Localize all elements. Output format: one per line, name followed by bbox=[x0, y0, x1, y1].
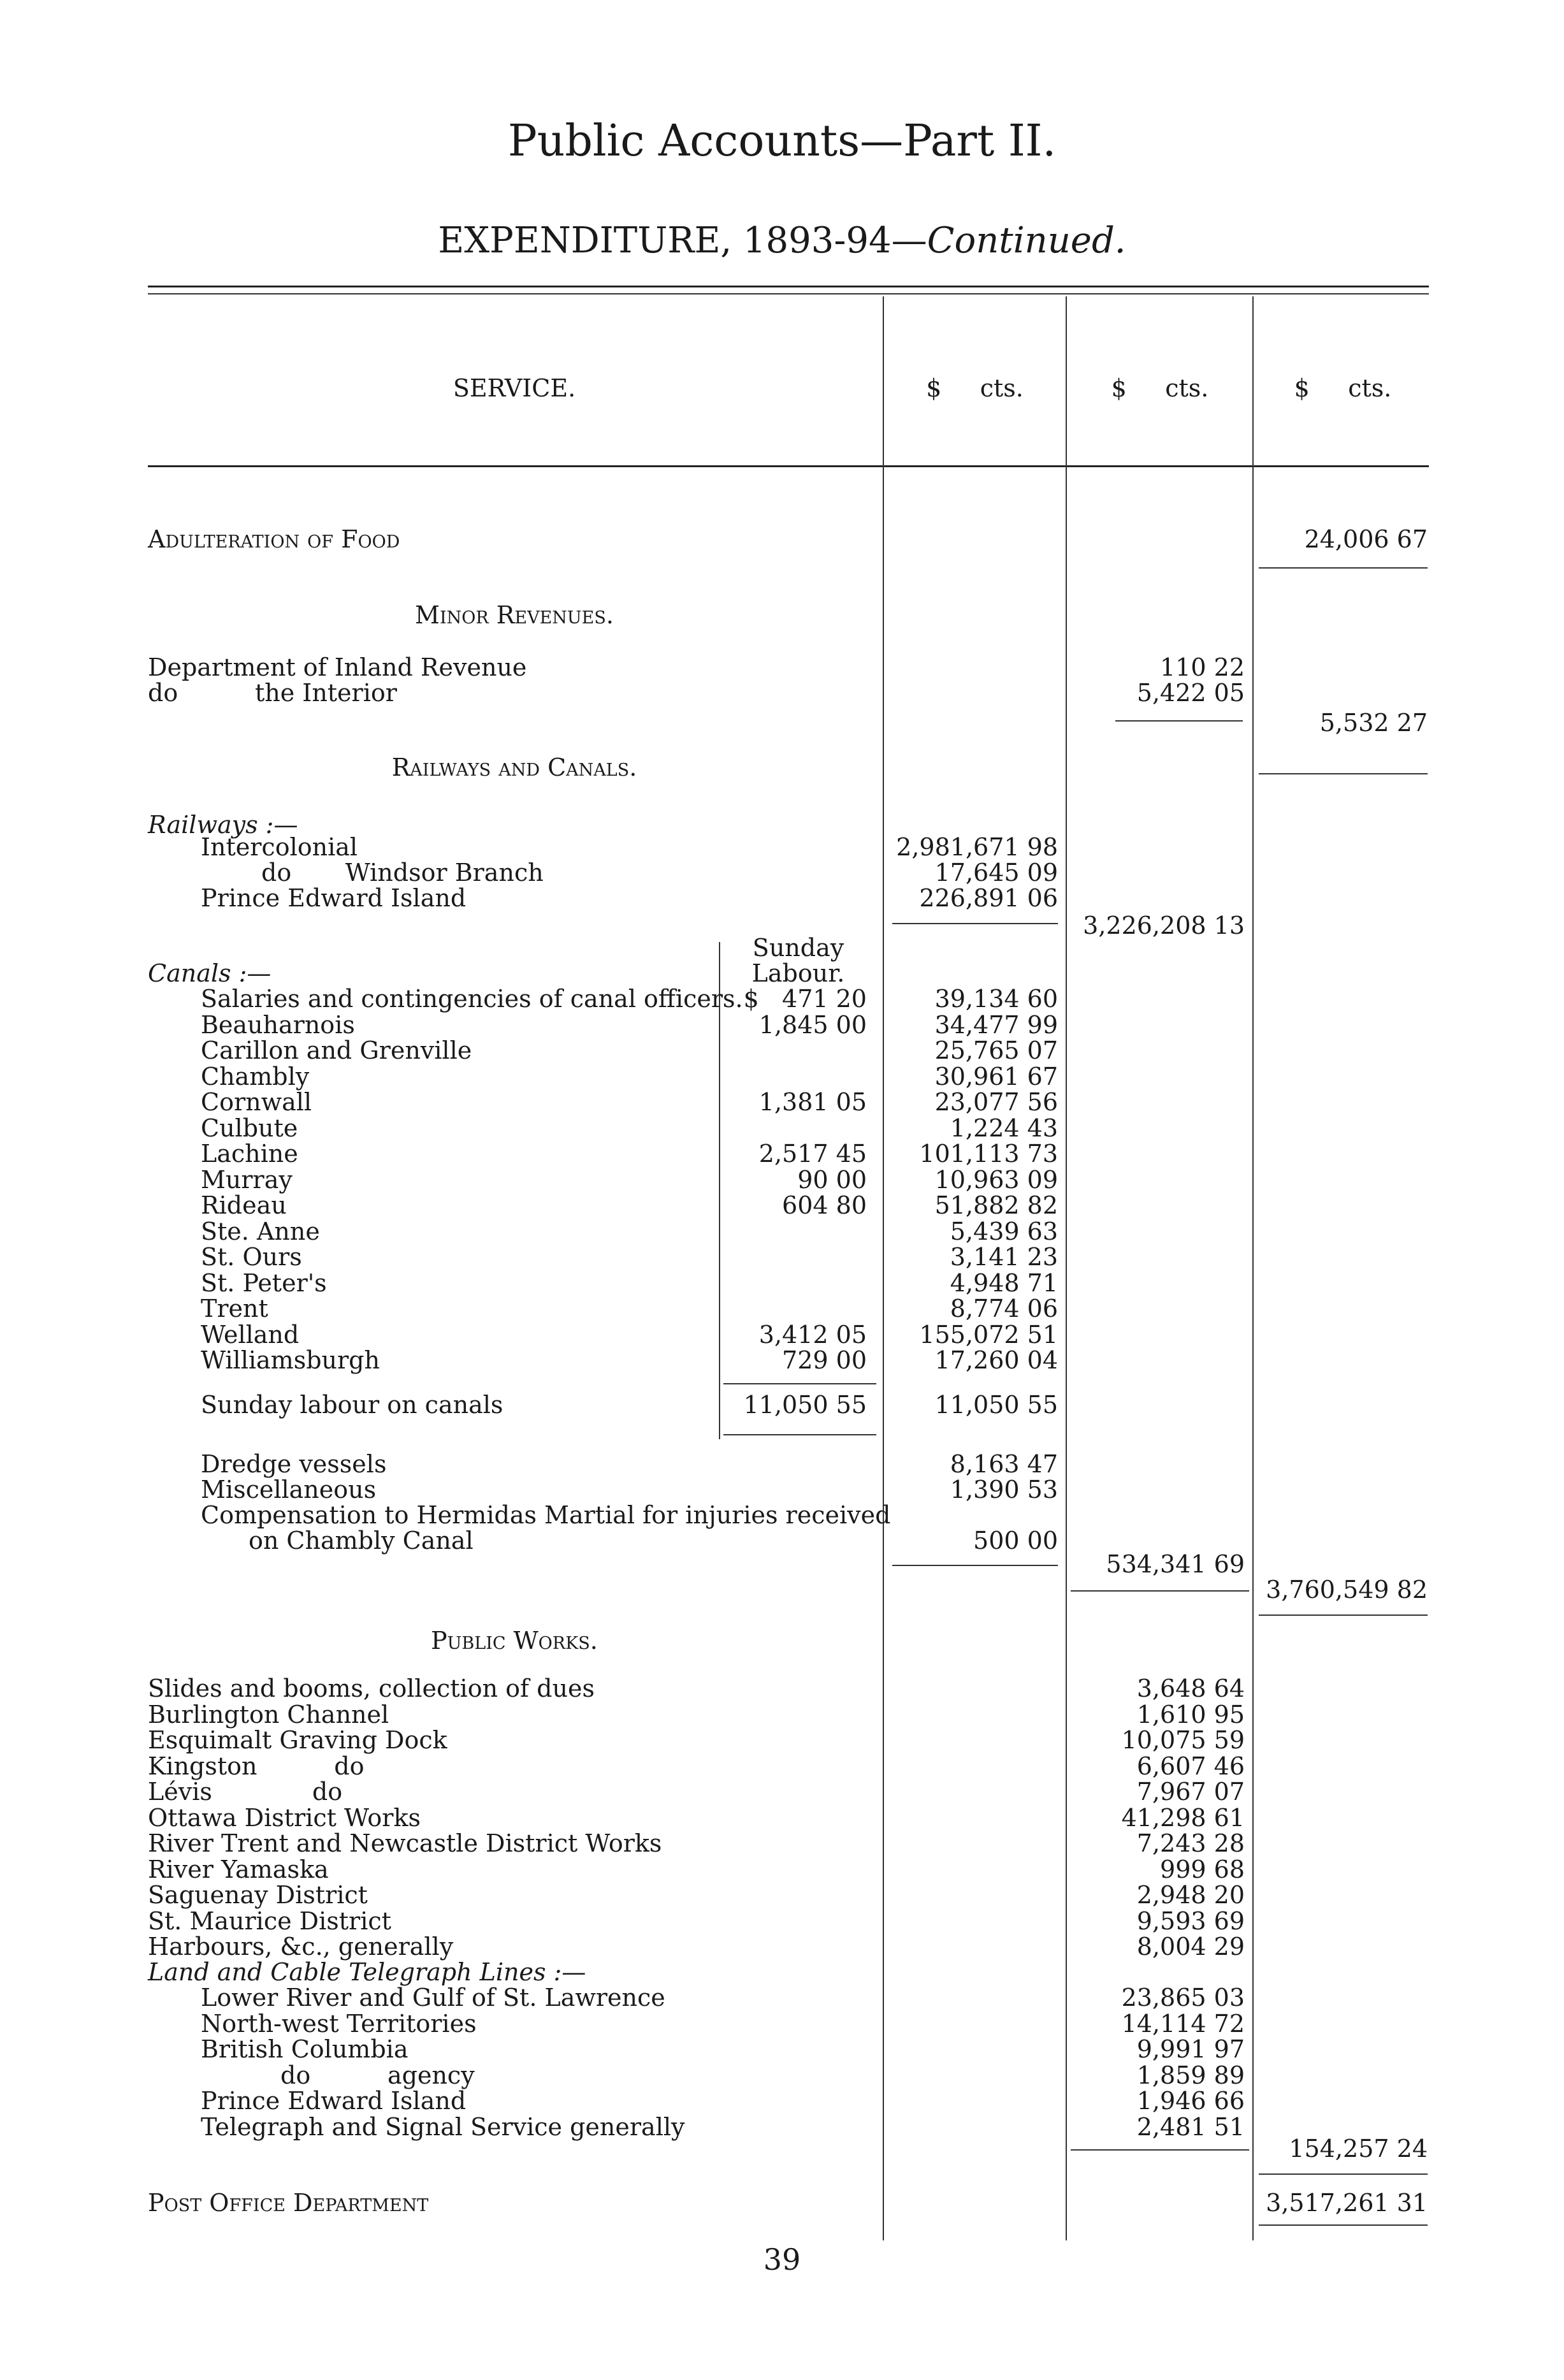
canal-item: Rideau bbox=[201, 1191, 287, 1219]
public-works-amount: 999 68 bbox=[1160, 1855, 1245, 1883]
canal-item: Welland bbox=[201, 1321, 300, 1349]
sunday-labour-sum: 11,050 55 bbox=[743, 1391, 867, 1419]
telegraph-item: Telegraph and Signal Service generally bbox=[201, 2113, 685, 2141]
telegraph-amount: 23,865 03 bbox=[1121, 1984, 1245, 2012]
subtitle-continued: Continued. bbox=[927, 220, 1126, 261]
column-divider-2 bbox=[1066, 296, 1067, 2240]
railway-amount: 2,981,671 98 bbox=[896, 833, 1058, 861]
page-number: 39 bbox=[763, 2242, 801, 2277]
misc-amount: 1,390 53 bbox=[950, 1476, 1058, 1504]
minor-revenues-heading: Minor Revenues. bbox=[415, 601, 614, 629]
public-works-item: River Yamaska bbox=[148, 1855, 329, 1883]
telegraph-amount: 2,481 51 bbox=[1136, 2113, 1245, 2141]
canal-sunday-labour: 1,381 05 bbox=[758, 1088, 867, 1116]
public-works-amount: 7,243 28 bbox=[1136, 1829, 1245, 1857]
public-works-rule bbox=[1259, 2173, 1428, 2175]
canals-total-rule bbox=[1071, 1590, 1249, 1592]
compensation-line-2: on Chambly Canal bbox=[249, 1527, 474, 1555]
canal-item: Murray bbox=[201, 1166, 293, 1194]
canal-item: St. Peter's bbox=[201, 1269, 327, 1297]
adulteration-label: Adulteration of Food bbox=[148, 525, 400, 553]
public-works-item: Saguenay District bbox=[148, 1881, 368, 1909]
canals-total: 534,341 69 bbox=[1106, 1550, 1245, 1578]
telegraph-amount: 1,946 66 bbox=[1136, 2087, 1245, 2115]
canal-amount: 51,882 82 bbox=[934, 1191, 1058, 1219]
adulteration-total: 24,006 67 bbox=[1304, 525, 1428, 553]
railway-amount: 226,891 06 bbox=[919, 884, 1058, 912]
misc-item: Dredge vessels bbox=[201, 1450, 387, 1478]
public-works-item: Lévis do bbox=[148, 1778, 343, 1806]
public-works-amount: 10,075 59 bbox=[1121, 1726, 1245, 1754]
sunday-sum-rule bbox=[723, 1383, 876, 1384]
public-works-item: Burlington Channel bbox=[148, 1701, 389, 1729]
post-office-total: 3,517,261 31 bbox=[1266, 2189, 1428, 2217]
canal-amount: 10,963 09 bbox=[934, 1166, 1058, 1194]
adulteration-rule bbox=[1259, 567, 1428, 569]
telegraph-amount: 1,859 89 bbox=[1136, 2061, 1245, 2089]
minor-revenue-item: do the Interior bbox=[148, 679, 397, 707]
canals-label: Canals :— bbox=[148, 959, 272, 987]
public-works-item: Harbours, &c., generally bbox=[148, 1933, 454, 1961]
canal-amount: 3,141 23 bbox=[950, 1243, 1058, 1271]
telegraph-label: Land and Cable Telegraph Lines :— bbox=[148, 1958, 586, 1986]
col3-header: $ cts. bbox=[1294, 374, 1392, 402]
canal-item: Trent bbox=[201, 1295, 268, 1323]
page-subtitle bbox=[0, 220, 1564, 261]
public-works-item: Slides and booms, collection of dues bbox=[148, 1674, 595, 1702]
canals-subtotal-rule bbox=[892, 1565, 1058, 1566]
canal-amount: 155,072 51 bbox=[919, 1321, 1058, 1349]
railway-item: do Windsor Branch bbox=[261, 859, 544, 887]
public-works-amount: 3,648 64 bbox=[1136, 1674, 1245, 1702]
canal-amount: 4,948 71 bbox=[950, 1269, 1058, 1297]
telegraph-amount: 14,114 72 bbox=[1121, 2010, 1245, 2038]
post-office-rule bbox=[1259, 2224, 1428, 2226]
canal-item: Lachine bbox=[201, 1140, 298, 1168]
railways-canals-rule bbox=[1259, 1614, 1428, 1616]
canal-item: Cornwall bbox=[201, 1088, 312, 1116]
telegraph-item: British Columbia bbox=[201, 2035, 409, 2063]
canal-sunday-labour: 1,845 00 bbox=[758, 1011, 867, 1039]
telegraph-item: Lower River and Gulf of St. Lawrence bbox=[201, 1984, 665, 2012]
public-works-subtotal-rule bbox=[1071, 2149, 1249, 2151]
canal-amount: 34,477 99 bbox=[934, 1011, 1058, 1039]
public-works-amount: 1,610 95 bbox=[1136, 1701, 1245, 1729]
railways-canals-heading: Railways and Canals. bbox=[391, 753, 637, 781]
misc-item: Miscellaneous bbox=[201, 1476, 377, 1504]
sunday-header-2: Labour. bbox=[751, 959, 845, 987]
public-works-item: Ottawa District Works bbox=[148, 1804, 421, 1832]
table-top-rule-2 bbox=[148, 293, 1429, 294]
canal-amount: 8,774 06 bbox=[950, 1295, 1058, 1323]
public-works-item: St. Maurice District bbox=[148, 1907, 391, 1935]
sunday-header-1: Sunday bbox=[752, 934, 844, 962]
public-works-item: River Trent and Newcastle District Works bbox=[148, 1829, 662, 1857]
canal-amount: 39,134 60 bbox=[934, 985, 1058, 1013]
public-works-heading: Public Works. bbox=[431, 1627, 598, 1655]
canal-amount: 30,961 67 bbox=[934, 1063, 1058, 1091]
canal-amount: 5,439 63 bbox=[950, 1217, 1058, 1245]
canal-sunday-labour: 604 80 bbox=[782, 1191, 867, 1219]
canal-item: Williamsburgh bbox=[201, 1346, 380, 1374]
canal-amount: 1,224 43 bbox=[950, 1114, 1058, 1142]
minor-revenues-subtotal-rule bbox=[1115, 720, 1243, 722]
canal-amount: 25,765 07 bbox=[934, 1036, 1058, 1064]
telegraph-item: do agency bbox=[280, 2061, 475, 2089]
column-divider-1 bbox=[883, 296, 884, 2240]
col2-header: $ cts. bbox=[1111, 374, 1209, 402]
compensation-line-1: Compensation to Hermidas Martial for injuries received bbox=[201, 1501, 891, 1529]
canal-item: Beauharnois bbox=[201, 1011, 355, 1039]
railways-canals-total: 3,760,549 82 bbox=[1266, 1576, 1428, 1604]
telegraph-item: Prince Edward Island bbox=[201, 2087, 467, 2115]
column-divider-3 bbox=[1252, 296, 1254, 2240]
header-bottom-rule bbox=[148, 465, 1429, 467]
public-works-amount: 6,607 46 bbox=[1136, 1752, 1245, 1780]
public-works-amount: 41,298 61 bbox=[1121, 1804, 1245, 1832]
railway-item: Intercolonial bbox=[201, 833, 358, 861]
telegraph-amount: 9,991 97 bbox=[1136, 2035, 1245, 2063]
canal-item: Carillon and Grenville bbox=[201, 1036, 472, 1064]
public-works-total: 154,257 24 bbox=[1289, 2135, 1428, 2163]
service-header: SERVICE. bbox=[453, 374, 576, 402]
table-top-rule bbox=[148, 286, 1429, 287]
railway-amount: 17,645 09 bbox=[934, 859, 1058, 887]
canal-amount: 23,077 56 bbox=[934, 1088, 1058, 1116]
canal-sunday-labour: 2,517 45 bbox=[758, 1140, 867, 1168]
sunday-sum-rule-2 bbox=[723, 1434, 876, 1435]
sunday-labour-label: Sunday labour on canals bbox=[201, 1391, 503, 1419]
post-office-label: Post Office Department bbox=[148, 2189, 429, 2217]
minor-revenues-rule bbox=[1259, 773, 1428, 774]
canal-item: Chambly bbox=[201, 1063, 310, 1091]
canal-sunday-labour: $ 471 20 bbox=[743, 985, 867, 1013]
railways-label: Railways :— bbox=[148, 811, 298, 839]
minor-revenue-amount: 110 22 bbox=[1160, 653, 1245, 681]
minor-revenue-item: Department of Inland Revenue bbox=[148, 653, 527, 681]
canal-item: Salaries and contingencies of canal officers. bbox=[201, 985, 743, 1013]
railways-total: 3,226,208 13 bbox=[1083, 911, 1245, 940]
canal-amount: 17,260 04 bbox=[934, 1346, 1058, 1374]
canal-sunday-labour: 90 00 bbox=[797, 1166, 867, 1194]
misc-amount: 8,163 47 bbox=[950, 1450, 1058, 1478]
public-works-item: Esquimalt Graving Dock bbox=[148, 1726, 447, 1754]
railways-subtotal-rule bbox=[892, 923, 1058, 924]
canal-item: St. Ours bbox=[201, 1243, 302, 1271]
telegraph-item: North-west Territories bbox=[201, 2010, 477, 2038]
public-works-amount: 8,004 29 bbox=[1136, 1933, 1245, 1961]
compensation-amount: 500 00 bbox=[973, 1527, 1058, 1555]
minor-revenues-total: 5,532 27 bbox=[1319, 709, 1428, 737]
col1-header: $ cts. bbox=[926, 374, 1024, 402]
canal-item: Culbute bbox=[201, 1114, 298, 1142]
public-works-amount: 7,967 07 bbox=[1136, 1778, 1245, 1806]
canal-sunday-labour: 729 00 bbox=[782, 1346, 867, 1374]
subtitle-main: EXPENDITURE, 1893-94— bbox=[438, 220, 927, 261]
canal-item: Ste. Anne bbox=[201, 1217, 320, 1245]
canal-amount: 101,113 73 bbox=[919, 1140, 1058, 1168]
sunday-labour-amount: 11,050 55 bbox=[934, 1391, 1058, 1419]
public-works-amount: 2,948 20 bbox=[1136, 1881, 1245, 1909]
public-works-item: Kingston do bbox=[148, 1752, 365, 1780]
canal-sunday-labour: 3,412 05 bbox=[758, 1321, 867, 1349]
public-works-amount: 9,593 69 bbox=[1136, 1907, 1245, 1935]
page-title: Public Accounts—Part II. bbox=[507, 116, 1057, 166]
minor-revenue-amount: 5,422 05 bbox=[1136, 679, 1245, 707]
railway-item: Prince Edward Island bbox=[201, 884, 467, 912]
